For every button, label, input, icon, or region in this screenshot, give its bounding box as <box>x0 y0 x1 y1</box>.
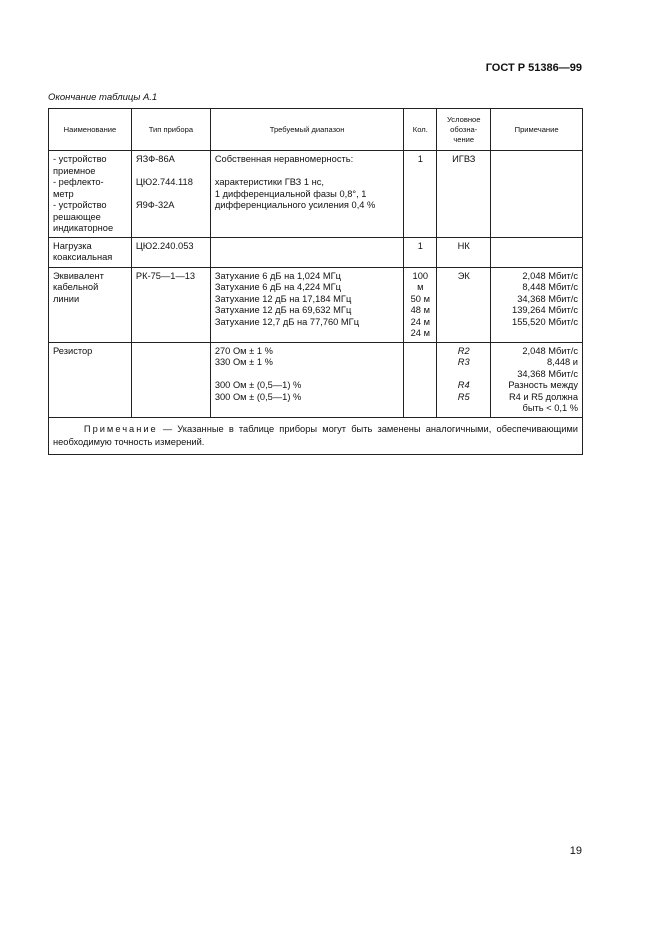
column-header-note: Примечание <box>491 109 583 151</box>
equipment-table <box>48 108 583 455</box>
cell-symbol: ЭК <box>437 267 491 342</box>
document-code: ГОСТ Р 51386—99 <box>485 62 582 74</box>
cell-name: Нагрузка коаксиальная <box>49 237 132 267</box>
cell-type: РК-75—1—13 <box>131 267 210 342</box>
cell-qty: 1 <box>404 151 437 238</box>
cell-type: ЦЮ2.240.053 <box>131 237 210 267</box>
table-row <box>49 151 583 238</box>
column-header-type: Тип прибора <box>131 109 210 151</box>
cell-type: ЯЗФ-86А ЦЮ2.744.118 Я9Ф-32А <box>131 151 210 238</box>
cell-range: Собственная неравномерность: характеристики ГВЗ 1 нс, 1 дифференциальной фазы 0,8°, 1 дифференциального усиления 0,4 % <box>210 151 403 238</box>
table-caption: Окончание таблицы А.1 <box>48 92 158 103</box>
cell-type <box>131 342 210 417</box>
table-row <box>49 237 583 267</box>
column-header-qty: Кол. <box>404 109 437 151</box>
cell-name: Резистор <box>49 342 132 417</box>
cell-qty <box>404 342 437 417</box>
cell-symbol: ИГВЗ <box>437 151 491 238</box>
cell-range <box>210 237 403 267</box>
cell-note: 2,048 Мбит/с 8,448 и 34,368 Мбит/с Разность между R4 и R5 должна быть < 0,1 % <box>491 342 583 417</box>
cell-qty: 1 <box>404 237 437 267</box>
cell-note <box>491 151 583 238</box>
cell-name: Эквивалент кабельной линии <box>49 267 132 342</box>
cell-qty: 100 м 50 м 48 м 24 м 24 м <box>404 267 437 342</box>
cell-range: 270 Ом ± 1 % 330 Ом ± 1 % 300 Ом ± (0,5—1) % 300 Ом ± (0,5—1) % <box>210 342 403 417</box>
table-header-row <box>49 109 583 151</box>
cell-note: 2,048 Мбит/с 8,448 Мбит/с 34,368 Мбит/с 139,264 Мбит/с 155,520 Мбит/с <box>491 267 583 342</box>
column-header-symbol: Условное обозна- чение <box>437 109 491 151</box>
column-header-range: Требуемый диапазон <box>210 109 403 151</box>
cell-name: - устройство приемное - рефлекто- метр - устройство решающее индикаторное <box>49 151 132 238</box>
cell-symbol: НК <box>437 237 491 267</box>
cell-note <box>491 237 583 267</box>
table-footnote <box>49 417 583 454</box>
footnote-label: Примечание <box>83 423 158 434</box>
footnote-text: — Указанные в таблице приборы могут быть заменены аналогичными, обеспечивающими необходимую точность измерений. <box>53 423 578 447</box>
table-row <box>49 342 583 417</box>
page-number: 19 <box>569 845 582 857</box>
cell-range: Затухание 6 дБ на 1,024 МГц Затухание 6 дБ на 4,224 МГц Затухание 12 дБ на 17,184 МГц Затухание 12 дБ на 69,632 МГц Затухание 12,7 дБ на 77,760 МГц <box>210 267 403 342</box>
column-header-name: Наименование <box>49 109 132 151</box>
table-footnote-row <box>49 417 583 454</box>
cell-symbol: R2 R3 R4 R5 <box>437 342 491 417</box>
table-row <box>49 267 583 342</box>
